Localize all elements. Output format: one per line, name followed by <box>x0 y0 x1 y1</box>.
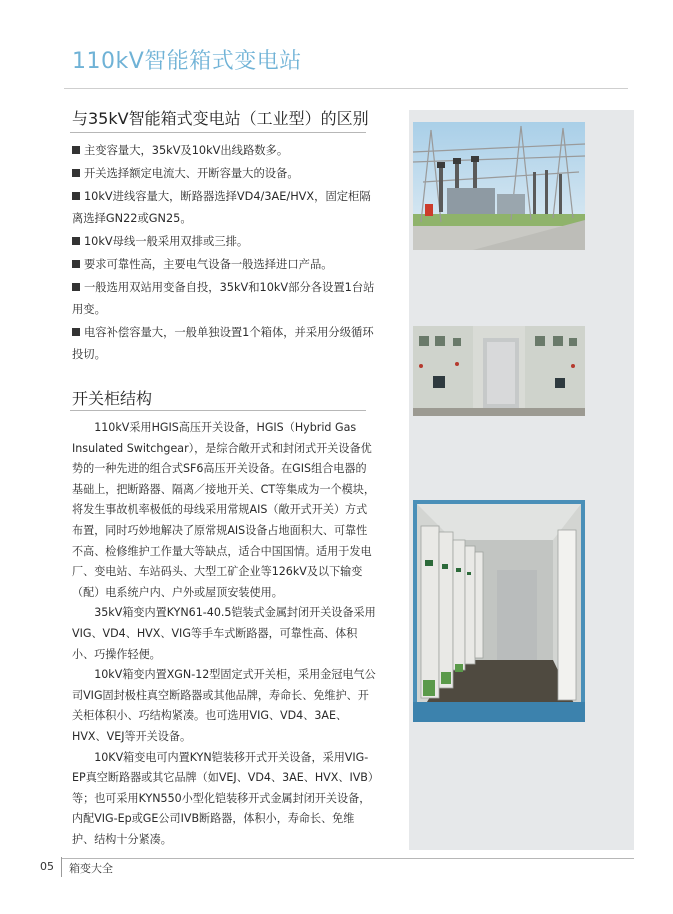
square-bullet-icon <box>72 146 80 154</box>
footer-label: 箱变大全 <box>69 862 113 875</box>
bullet-text: 电容补偿容量大，一般单独设置1个箱体，并采用分级循环投切。 <box>72 326 374 361</box>
switchgear-body <box>72 418 376 850</box>
page-number: 05 <box>40 860 54 873</box>
bullet-text: 10kV进线容量大，断路器选择VD4/3AE/HVX，固定柜隔离选择GN22或GN25。 <box>72 190 371 225</box>
paragraph: 10KV箱变电可内置KYN铠装移开式开关设备，采用VIG-EP真空断路器或其它品牌（如VEJ、VD4、3AE、HVX、IVB）等；也可采用KYN550小型化铠装移开式金属封闭开关设备，内配VIG-Ep或GE公司IVB断路器，体积小，寿命长、免维护、结构十分紧凑。 <box>72 750 374 846</box>
square-bullet-icon <box>72 237 80 245</box>
paragraph: 35kV箱变内置KYN61-40.5铠装式金属封闭开关设备采用VIG、VD4、HVX、VIG等手车式断路器，可靠性高、体积小、巧操作轻便。 <box>72 606 376 661</box>
square-bullet-icon <box>72 192 80 200</box>
bullet-text: 10kV母线一般采用双排或三排。 <box>84 235 249 248</box>
box-substation-interior-photo <box>413 500 585 722</box>
square-bullet-icon <box>72 283 80 291</box>
list-item <box>72 163 376 185</box>
section-switchgear-title: 开关柜结构 <box>72 389 153 408</box>
square-bullet-icon <box>72 328 80 336</box>
differences-list <box>72 140 376 367</box>
bullet-text: 开关选择额定电流大、开断容量大的设备。 <box>84 167 299 180</box>
switchgear-corridor-photo <box>413 326 585 416</box>
title-divider <box>64 88 628 89</box>
paragraph: 110kV采用HGIS高压开关设备，HGIS（Hybrid Gas Insulated Switchgear），是综合敞开式和封闭式开关设备优势的一种先进的组合式SF6高压开关设备。在GIS组合电器的基础上，把断路器、隔离／接地开关、CT等集成为一个模块，将发生事故机率极低的母线采用常规AIS（敞开式开关）方式布置，同时巧妙地解决了原常规AIS设备占地面积大、可靠性不高、检修维护工作量大等缺点，适合中国国情。适用于发电厂、变电站、车站码头、大型工矿企业等126kV及以下输变（配）电系统户内、户外或屋顶安装使用。 <box>72 421 375 599</box>
list-item <box>72 277 376 321</box>
list-item <box>72 186 376 230</box>
substation-photo <box>413 122 585 250</box>
list-item <box>72 254 376 276</box>
footer-separator <box>61 857 62 877</box>
paragraph: 10kV箱变内置XGN-12型固定式开关柜，采用金冠电气公司VIG固封极柱真空断路器或其他品牌，寿命长、免维护、开关柜体积小、巧结构紧凑。也可选用VIG、VD4、3AE、HVX、VEJ等开关设备。 <box>72 668 376 743</box>
square-bullet-icon <box>72 169 80 177</box>
bullet-text: 一般选用双站用变备自投，35kV和10kV部分各设置1台站用变。 <box>72 281 375 316</box>
square-bullet-icon <box>72 260 80 268</box>
section-switchgear-divider <box>70 410 366 411</box>
section-differences-title: 与35kV智能箱式变电站（工业型）的区别 <box>72 109 369 128</box>
list-item <box>72 322 376 366</box>
section-differences-divider <box>70 132 366 133</box>
footer-divider <box>62 858 634 859</box>
bullet-text: 要求可靠性高，主要电气设备一般选择进口产品。 <box>84 258 333 271</box>
bullet-text: 主变容量大，35kV及10kV出线路数多。 <box>84 144 289 157</box>
list-item <box>72 231 376 253</box>
page-title: 110kV智能箱式变电站 <box>72 49 302 74</box>
list-item <box>72 140 376 162</box>
